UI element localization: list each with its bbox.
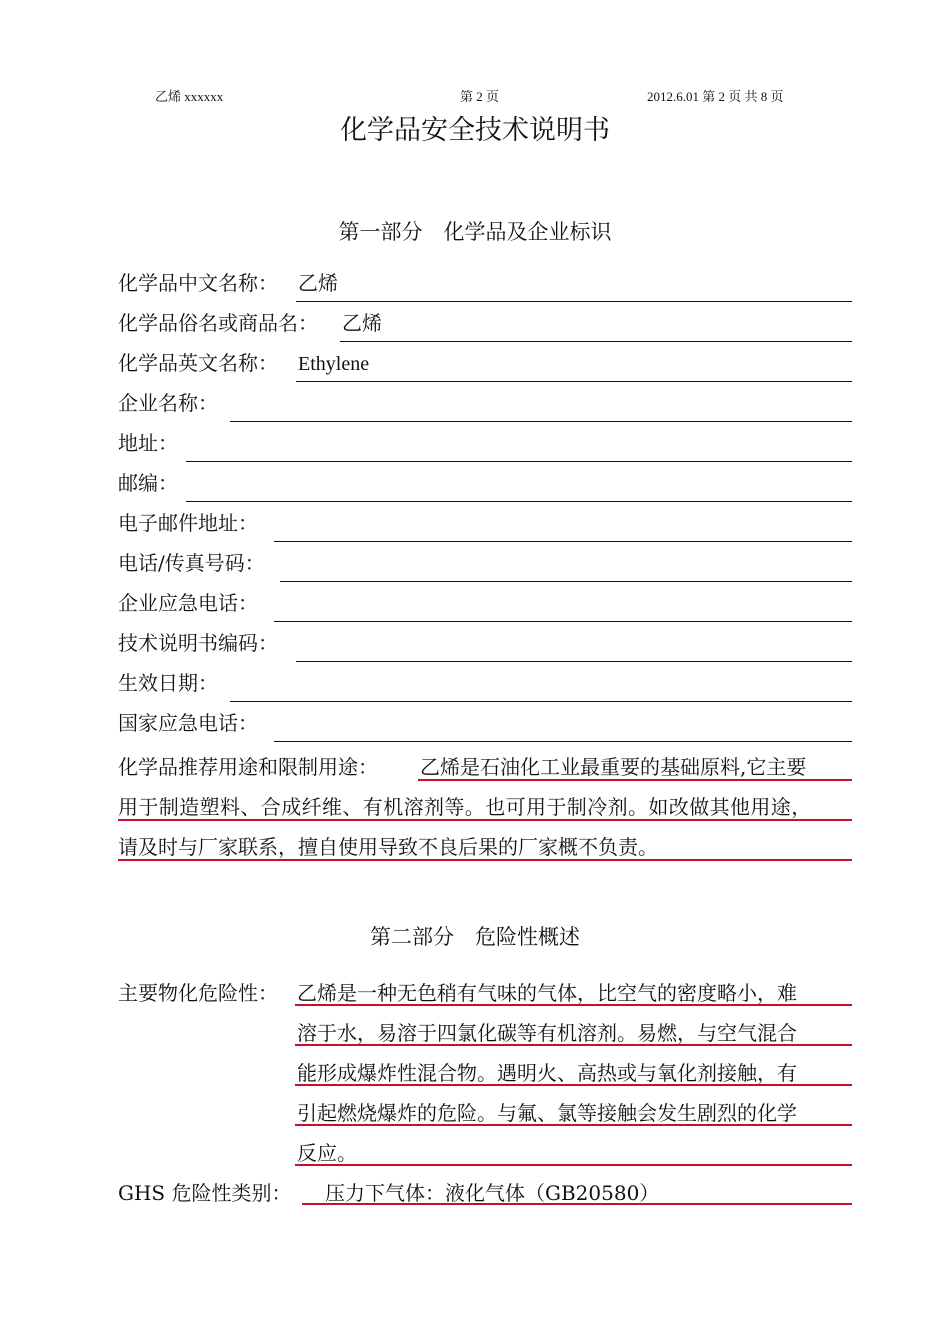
field-effective-date [118, 662, 852, 702]
usage-line-3: 请及时与厂家联系，擅自使用导致不良后果的厂家概不负责。 [118, 835, 658, 859]
usage-underline-3 [118, 859, 852, 861]
field-value: 乙烯 [342, 313, 382, 335]
field-value-line [274, 509, 852, 542]
hazard-underline-2 [295, 1044, 852, 1046]
header-page-number: 第 2 页 [460, 89, 500, 104]
field-value-line [296, 269, 852, 302]
field-common-name [118, 302, 852, 342]
hazard-line-2: 溶于水，易溶于四氯化碳等有机溶剂。易燃，与空气混合 [297, 1021, 797, 1045]
field-english-name [118, 342, 852, 382]
field-label: 技术说明书编码： [118, 631, 278, 655]
usage-line-2: 用于制造塑料、合成纤维、有机溶剂等。也可用于制冷剂。如改做其他用途， [118, 795, 812, 819]
hazard-underline-4 [295, 1124, 852, 1126]
hazard-line-5: 反应。 [297, 1141, 357, 1165]
field-postcode [118, 462, 852, 502]
field-value-line [340, 309, 852, 342]
field-value-line [274, 709, 852, 742]
field-label: 地址： [118, 431, 178, 455]
header-left: 乙烯 xxxxxx [155, 89, 224, 104]
field-label: 化学品英文名称： [118, 351, 278, 375]
field-label: 化学品中文名称： [118, 271, 278, 295]
field-value: Ethylene [298, 353, 370, 375]
hazard-underline-1 [295, 1004, 852, 1006]
field-national-emergency-phone [118, 702, 852, 742]
hazard-underline-3 [295, 1084, 852, 1086]
field-label: 企业名称： [118, 391, 218, 415]
field-label: 企业应急电话： [118, 591, 258, 615]
field-value-line [274, 589, 852, 622]
header-date-pages: 2012.6.01 第 2 页 共 8 页 [647, 89, 784, 104]
field-phone-fax [118, 542, 852, 582]
field-value-line [230, 669, 852, 702]
field-emergency-phone [118, 582, 852, 622]
ghs-underline [302, 1203, 852, 1205]
field-value: 乙烯 [298, 273, 338, 295]
field-value-line [296, 349, 852, 382]
field-value-line [280, 549, 852, 582]
hazard-underline-5 [295, 1164, 852, 1166]
hazard-line-4: 引起燃烧爆炸的危险。与氟、氯等接触会发生剧烈的化学 [297, 1101, 797, 1125]
hazard-line-3: 能形成爆炸性混合物。遇明火、高热或与氧化剂接触，有 [297, 1061, 797, 1085]
hazard-line-1: 乙烯是一种无色稍有气味的气体，比空气的密度略小，难 [297, 981, 797, 1005]
usage-underline-2 [118, 819, 852, 821]
field-label: 电话/传真号码： [118, 551, 265, 575]
field-chinese-name [118, 262, 852, 302]
field-company-name [118, 382, 852, 422]
field-value-line [186, 429, 852, 462]
field-label: 化学品俗名或商品名： [118, 311, 318, 335]
field-value-line [296, 629, 852, 662]
field-label: 电子邮件地址： [118, 511, 258, 535]
field-label: 邮编： [118, 471, 178, 495]
field-sds-code [118, 622, 852, 662]
usage-underline-1 [418, 779, 852, 781]
field-label: 生效日期： [118, 671, 218, 695]
section1-title: 第一部分 化学品及企业标识 [338, 220, 612, 244]
document-title: 化学品安全技术说明书 [340, 115, 610, 146]
field-value-line [230, 389, 852, 422]
usage-line-1: 乙烯是石油化工业最重要的基础原料,它主要 [420, 755, 807, 779]
ghs-value: 压力下气体：液化气体（GB20580） [325, 1181, 660, 1205]
field-label: 国家应急电话： [118, 711, 258, 735]
hazard-label: 主要物化危险性： [118, 981, 278, 1005]
ghs-label: GHS 危险性类别： [118, 1181, 292, 1205]
usage-label: 化学品推荐用途和限制用途： [118, 755, 378, 779]
field-address [118, 422, 852, 462]
field-value-line [186, 469, 852, 502]
section2-title: 第二部分 危险性概述 [370, 925, 580, 949]
field-email [118, 502, 852, 542]
